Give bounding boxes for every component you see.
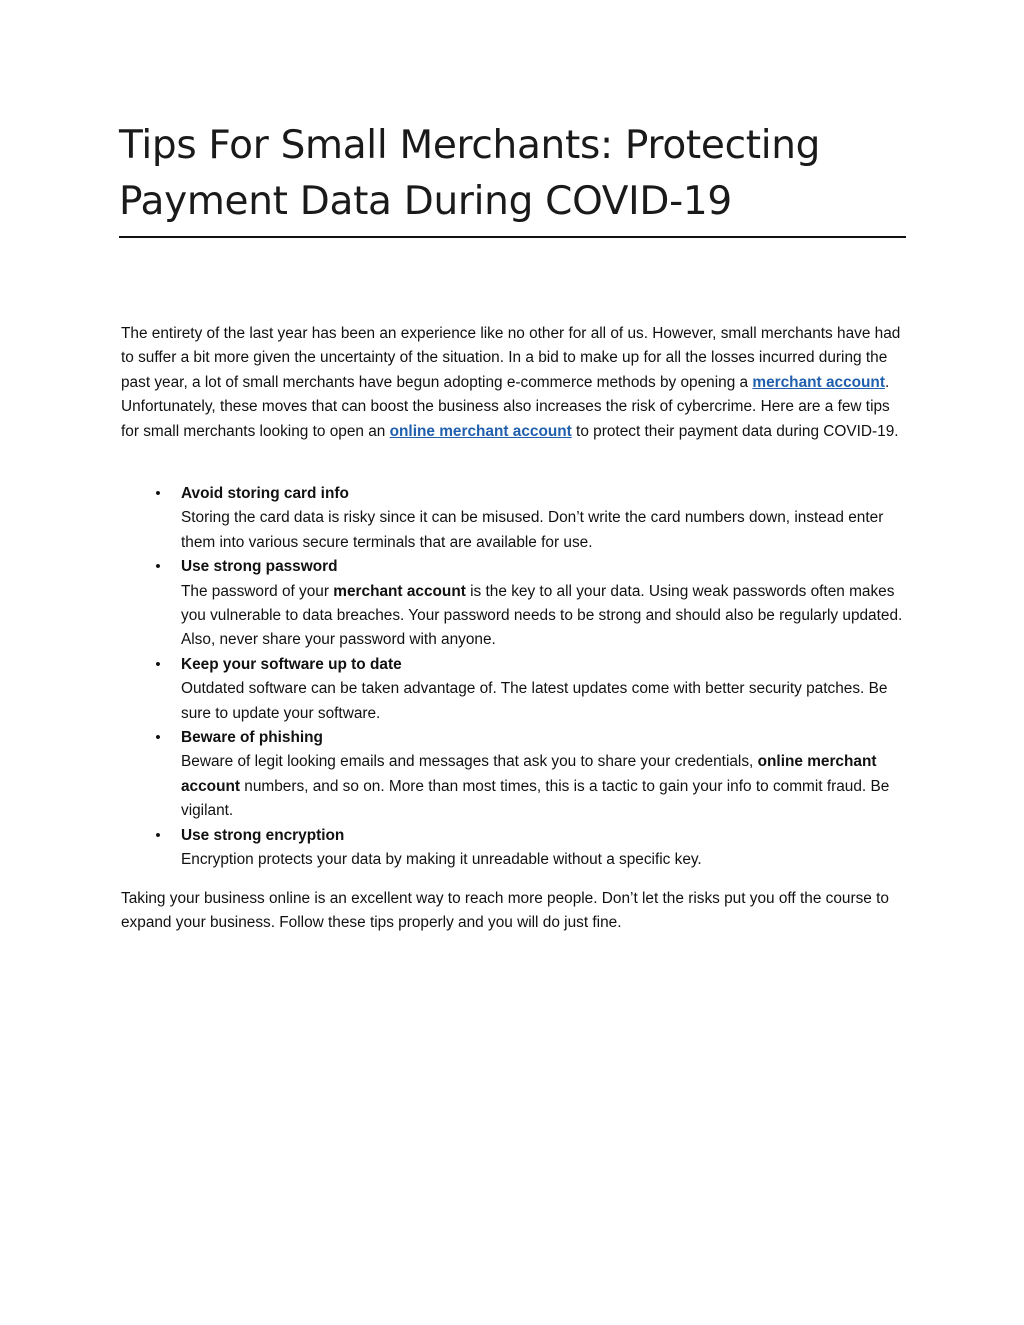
tip-body-bold: online merchant account: [181, 753, 877, 795]
bullet-icon: •: [155, 485, 161, 502]
online-merchant-account-link[interactable]: online merchant account: [389, 422, 572, 440]
tip-body-text: is the key to all your data. Using weak passwords often makes you vulnerable to data breaches. Your password needs to be strong and should also be regularly updated. Also, never share your password with anyone.: [181, 582, 903, 649]
tip-body-text: The password of your: [181, 582, 334, 600]
bullet-icon: •: [155, 655, 161, 673]
tip-body-text: Beware of legit looking emails and messages that ask you to share your credentials,: [181, 753, 758, 771]
title-line-1: Tips For Small Merchants: Protecting: [119, 123, 821, 168]
tip-body: Outdated software can be taken advantage of. The latest updates come with better security patches. Be sure to update your software.: [181, 680, 888, 722]
tip-title: Use strong password: [181, 558, 338, 576]
bullet-icon: •: [155, 558, 161, 576]
list-item: [121, 555, 911, 653]
tip-body: Encryption protects your data by making it unreadable without a specific key.: [181, 851, 702, 869]
page-title: [119, 118, 906, 238]
closing-paragraph: Taking your business online is an excellent way to reach more people. Don’t let the risks put you off the course to expand your business. Follow these tips properly and you will do just fine.: [121, 890, 889, 932]
list-item: [121, 824, 911, 873]
tip-body: [181, 750, 911, 823]
merchant-account-link[interactable]: merchant account: [752, 373, 885, 391]
intro-text-2: . Unfortunately, these moves that can boost the business also increases the risk of cybercrime. Here are a few tips for small merchants looking to open an: [121, 373, 890, 440]
list-item: [121, 482, 911, 555]
tip-title: Beware of phishing: [181, 729, 323, 747]
tip-body-bold: merchant account: [333, 582, 466, 600]
tip-body-text: numbers, and so on. More than most times, this is a tactic to gain your info to commit fraud. Be vigilant.: [181, 777, 890, 820]
tip-title: Use strong encryption: [181, 826, 345, 844]
bullet-icon: •: [155, 729, 161, 747]
intro-paragraph: [121, 322, 911, 444]
tips-list: [121, 482, 911, 873]
tip-title: Keep your software up to date: [181, 655, 402, 673]
intro-text-3: to protect their payment data during COVID-19.: [571, 422, 899, 440]
tip-body: Storing the card data is risky since it can be misused. Don’t write the card numbers down, instead enter them into various secure terminals that are available for use.: [181, 509, 884, 551]
list-item: [121, 653, 911, 726]
list-item: [121, 726, 911, 824]
tip-title: Avoid storing card info: [181, 485, 349, 502]
tip-body: [181, 580, 911, 653]
title-line-2: Payment Data During COVID-19: [119, 179, 732, 224]
bullet-icon: •: [155, 826, 161, 844]
intro-text-1: The entirety of the last year has been an experience like no other for all of us. However, small merchants have had to suffer a bit more given the uncertainty of the situation. In a bid to make up for all the losses incurred during the past year, a lot of small merchants have begun adopting e-commerce methods by opening a: [121, 325, 901, 391]
